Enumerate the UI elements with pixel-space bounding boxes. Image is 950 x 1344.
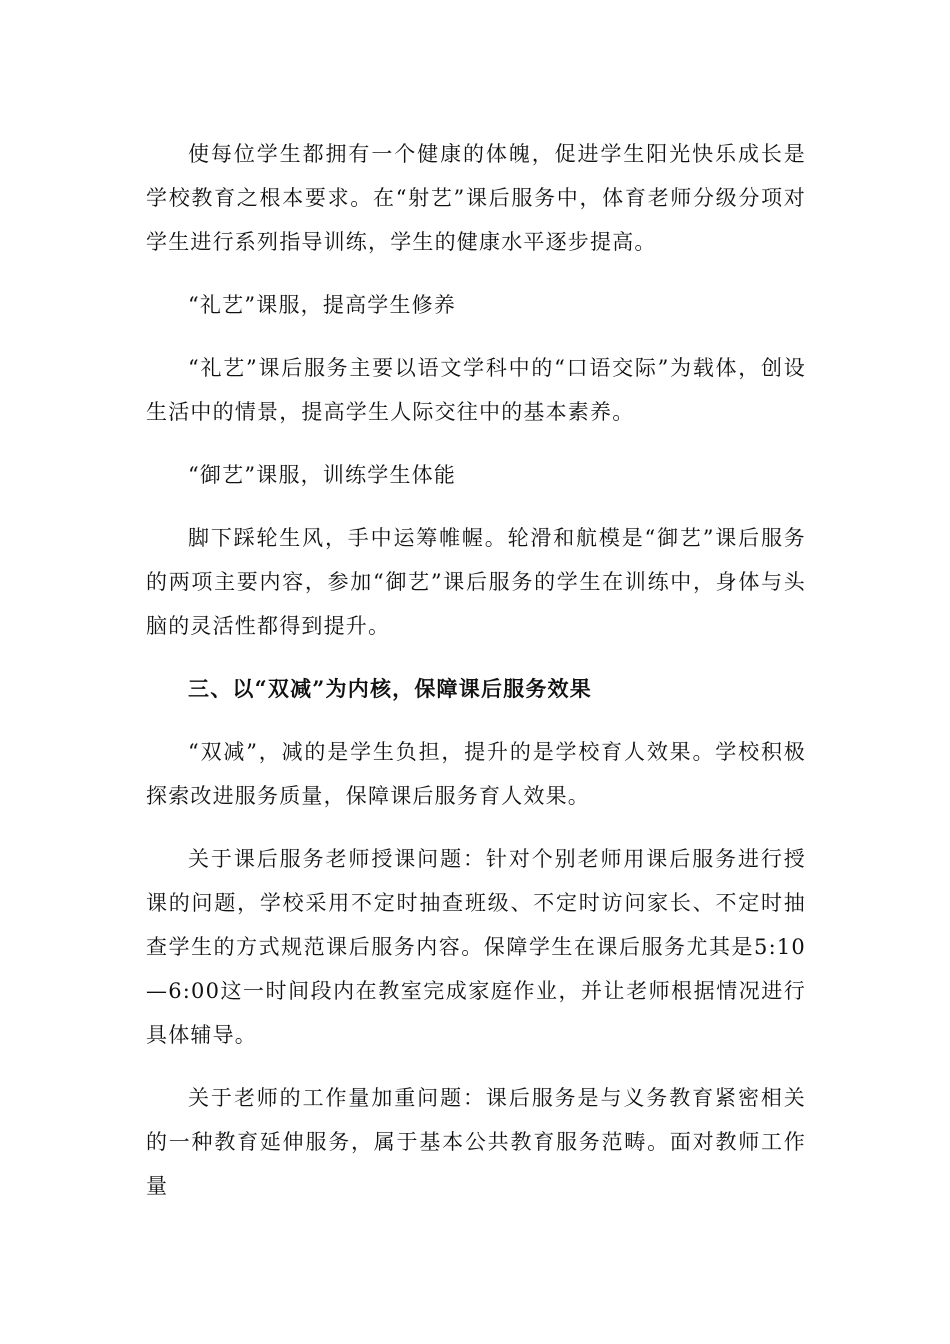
paragraph-health: 使每位学生都拥有一个健康的体魄，促进学生阳光快乐成长是学校教育之根本要求。在“射艺”课后服务中，体育老师分级分项对学生进行系列指导训练，学生的健康水平逐步提高。 bbox=[146, 142, 806, 254]
paragraph-yuyi: 脚下踩轮生风，手中运筹帷幄。轮滑和航模是“御艺”课后服务的两项主要内容，参加“御艺”课后服务的学生在训练中，身体与头脑的灵活性都得到提升。 bbox=[146, 526, 806, 638]
paragraph-liyi: “礼艺”课后服务主要以语文学科中的“口语交际”为载体，创设生活中的情景，提高学生人际交往中的基本素养。 bbox=[146, 356, 806, 424]
subheading-liyi: “礼艺”课服，提高学生修养 bbox=[188, 293, 457, 317]
paragraph-workload-issue: 关于老师的工作量加重问题：课后服务是与义务教育紧密相关的一种教育延伸服务，属于基本公共教育服务范畴。面对教师工作量 bbox=[146, 1086, 806, 1198]
section-heading-3: 三、以“双减”为内核，保障课后服务效果 bbox=[188, 676, 592, 701]
paragraph-teaching-issue: 关于课后服务老师授课问题：针对个别老师用课后服务进行授课的问题，学校采用不定时抽查班级、不定时访问家长、不定时抽查学生的方式规范课后服务内容。保障学生在课后服务尤其是5:10—6:00这一时间段内在教室完成家庭作业，并让老师根据情况进行具体辅导。 bbox=[146, 847, 806, 1047]
subheading-yuyi: “御艺”课服，训练学生体能 bbox=[188, 463, 457, 487]
paragraph-shuangjian: “双减”，减的是学生负担，提升的是学校育人效果。学校积极探索改进服务质量，保障课后服务育人效果。 bbox=[146, 740, 806, 808]
document-page bbox=[146, 132, 806, 1208]
